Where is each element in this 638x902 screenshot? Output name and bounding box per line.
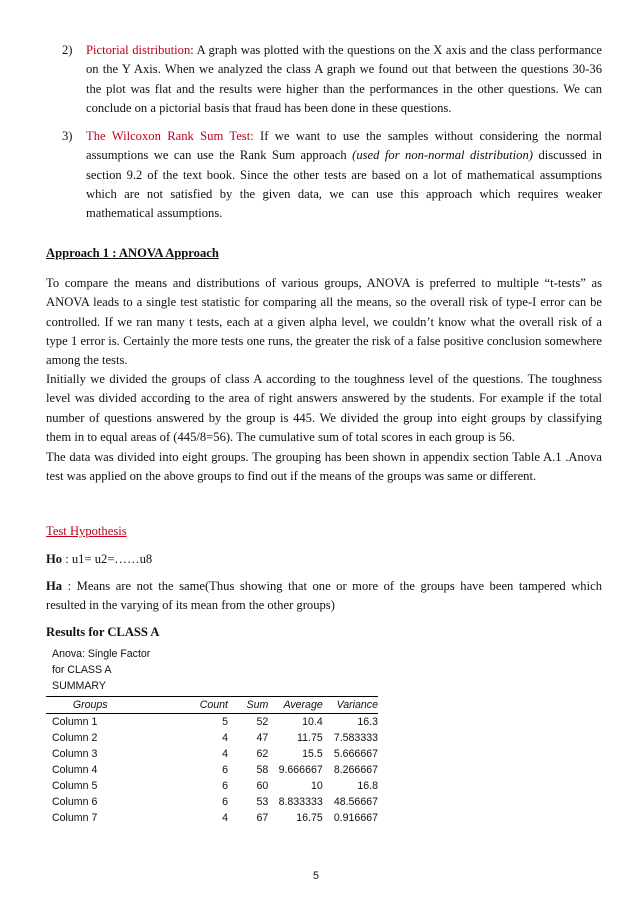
- table-cell: 16.75: [296, 812, 323, 824]
- table-cell: 4: [222, 812, 228, 824]
- table-cell: Column 2: [52, 732, 98, 744]
- table-cell: 60: [256, 780, 269, 792]
- column-header: Variance: [323, 697, 378, 714]
- list-item-pictorial-distribution: [62, 41, 602, 118]
- table-cell: 5: [222, 716, 228, 728]
- table-cell: Column 7: [52, 812, 98, 824]
- sheet-title-line: for CLASS A: [52, 664, 112, 676]
- list-number: 3): [62, 129, 73, 143]
- table-cell: 16.3: [357, 716, 378, 728]
- table-cell: 4: [222, 748, 228, 760]
- table-cell: 9.666667: [278, 764, 323, 776]
- table-cell: Column 3: [52, 748, 98, 760]
- table-cell: 4: [222, 732, 228, 744]
- test-hypothesis-heading: Test Hypothesis: [46, 524, 127, 538]
- column-header: Average: [268, 697, 322, 714]
- wilcoxon-text-italic: (used for non-normal distribution): [352, 148, 533, 163]
- table-cell: Column 4: [52, 764, 98, 776]
- ho-label: Ho: [46, 552, 63, 566]
- ha-text: : Means are not the same(Thus showing that one or more of the groups have been tampered which resulted in the varying of its mean from the other groups): [46, 579, 602, 613]
- table-cell: 11.75: [297, 732, 323, 744]
- paragraph-data-divided: The data was divided into eight groups. The grouping has been shown in appendix section Table A.1 .Anova test was applied on the above groups to find out if the means of the groups was same or different.: [46, 450, 602, 484]
- table-cell: 7.583333: [333, 732, 378, 744]
- sheet-title-line: SUMMARY: [52, 680, 106, 692]
- table-cell: Column 6: [52, 796, 98, 808]
- table-cell: 67: [256, 812, 269, 824]
- wilcoxon-label: The Wilcoxon Rank Sum Test:: [86, 129, 254, 143]
- paragraph-anova-intro: To compare the means and distributions of various groups, ANOVA is preferred to multiple “t-tests” as ANOVA leads to a single test statistic for comparing all the means, so the overall risk of type-I error can be controlled. If we ran many t tests, each at a given alpha level, we couldn’t know what the overall risk of a type 1 error is. Certainly the more tests one runs, the greater the risk of a false positive conclusion somewhere among the tests.: [46, 276, 602, 368]
- table-cell: 47: [256, 732, 269, 744]
- table-cell: 10.4: [302, 716, 323, 728]
- table-row: [46, 714, 378, 731]
- table-cell: 6: [222, 780, 228, 792]
- paragraph-grouping: Initially we divided the groups of class A according to the toughness level of the questions. The toughness level was divided according to the area of right answers answered by the students. For example if the total number of questions answered by the group is 445. We divided the group into eight groups by classifying them in to equal areas of (445/8=56). The cumulative sum of total scores in each group is 56.: [46, 372, 602, 444]
- page-number: 5: [313, 870, 319, 882]
- table-cell: 15.5: [302, 748, 323, 760]
- table-cell: Column 1: [52, 716, 98, 728]
- table-cell: Column 5: [52, 780, 98, 792]
- anova-sheet: [52, 646, 150, 694]
- table-row: [46, 778, 378, 794]
- table-row: [46, 762, 378, 778]
- pictorial-distribution-label: Pictorial distribution: [86, 43, 191, 57]
- column-header: Groups: [46, 697, 134, 714]
- wilcoxon-text-before: If we want to use the samples without considering the normal assumptions we can use the Rank Sum approach: [86, 129, 602, 163]
- table-cell: 0.916667: [333, 812, 378, 824]
- table-row: [46, 810, 378, 826]
- ho-text: : u1= u2=……u8: [62, 552, 153, 566]
- table-row: [46, 746, 378, 762]
- table-cell: 5.666667: [333, 748, 378, 760]
- sheet-title-line: Anova: Single Factor: [52, 648, 151, 660]
- null-hypothesis: [46, 550, 602, 569]
- results-heading: Results for CLASS A: [46, 625, 160, 639]
- table-cell: 8.833333: [278, 796, 323, 808]
- anova-summary-table: [46, 696, 378, 826]
- alternative-hypothesis: [46, 577, 602, 616]
- table-row: [46, 794, 378, 810]
- table-cell: 52: [256, 716, 269, 728]
- table-cell: 6: [222, 796, 228, 808]
- list-item-wilcoxon: [62, 127, 602, 223]
- table-cell: 8.266667: [333, 764, 378, 776]
- table-cell: 53: [256, 796, 269, 808]
- table-cell: 62: [256, 748, 269, 760]
- pictorial-distribution-text: : A graph was plotted with the questions on the X axis and the class performance on the Y Axis. When we analyzed the class A graph we found out that between the questions 30-36 the plot was flat and the results were higher than the performances in the other questions. We can conclude on a pictorial basis that fraud has been done in these questions.: [86, 43, 602, 115]
- table-cell: 10: [310, 780, 323, 792]
- list-number: 2): [62, 43, 73, 57]
- ha-label: Ha: [46, 579, 63, 593]
- table-cell: 58: [256, 764, 269, 776]
- table-cell: 6: [222, 764, 228, 776]
- approach-heading: Approach 1 : ANOVA Approach: [46, 246, 219, 260]
- column-header: Sum: [228, 697, 268, 714]
- table-header-row: [46, 697, 378, 714]
- table-cell: 48.56667: [333, 796, 378, 808]
- column-header: Count: [134, 697, 228, 714]
- wilcoxon-text-after: discussed in section 9.2 of the text book. Since the other tests are based on a lot of mathematical assumptions which are not satisfied by the given data, we can use this approach which requires weaker mathematical assumptions.: [86, 148, 602, 221]
- table-cell: 16.8: [357, 780, 378, 792]
- table-row: [46, 730, 378, 746]
